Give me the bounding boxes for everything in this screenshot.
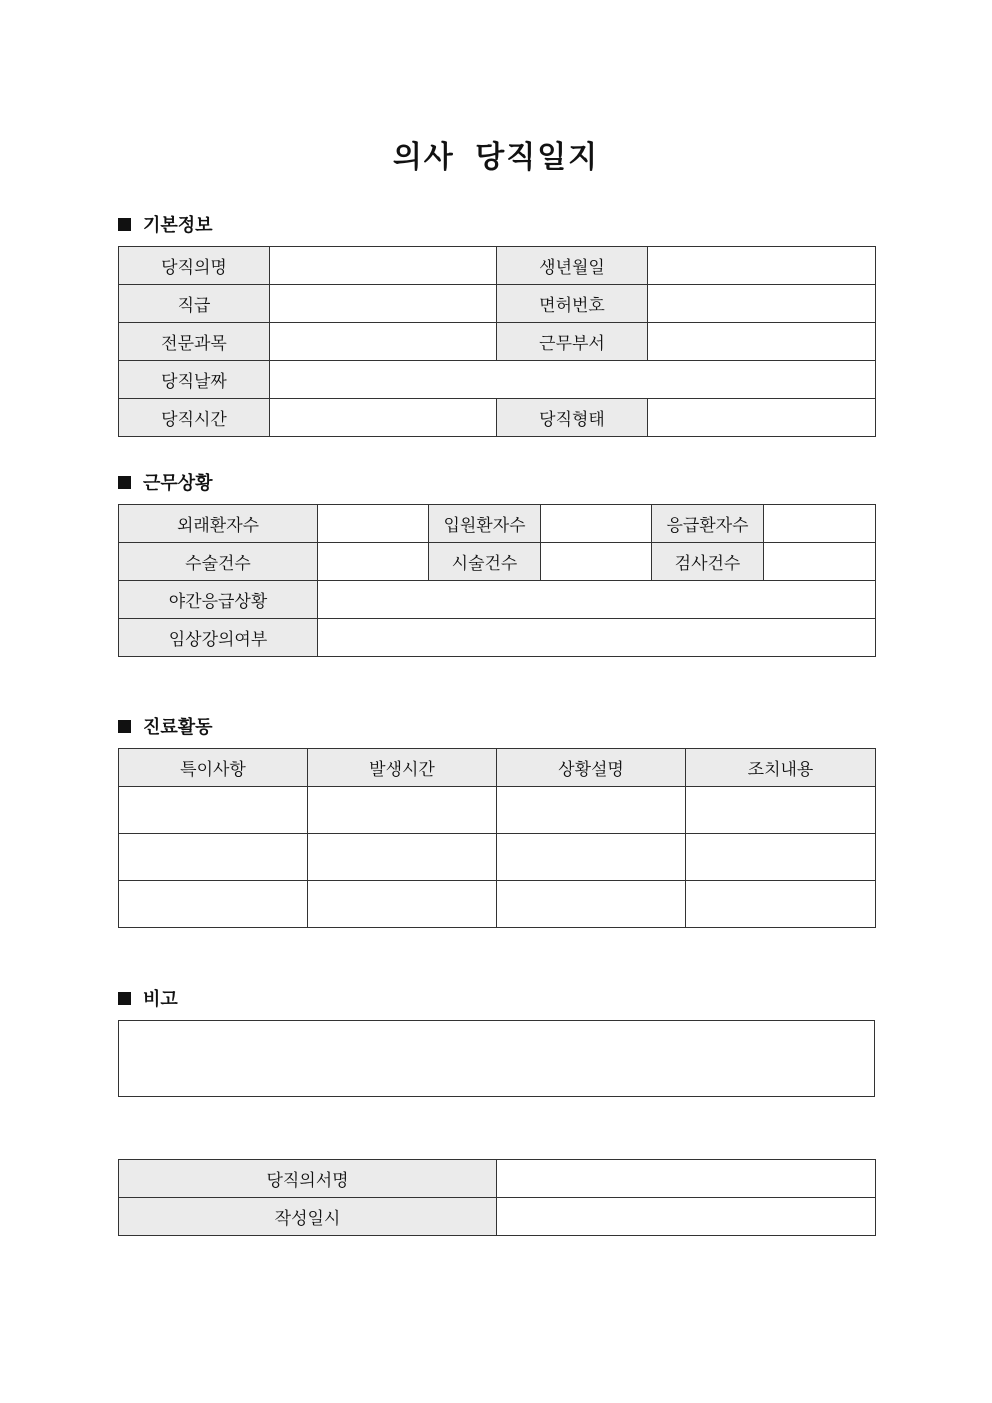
outpatients-field[interactable] xyxy=(318,505,429,543)
surgeries-label: 수술건수 xyxy=(119,543,318,581)
table-row xyxy=(119,787,876,834)
specialty-label: 전문과목 xyxy=(119,323,270,361)
table-cell[interactable] xyxy=(308,834,497,881)
night-emergency-field[interactable] xyxy=(318,581,876,619)
table-row xyxy=(119,285,876,323)
emergency-field[interactable] xyxy=(764,505,876,543)
basic-info-table xyxy=(118,246,876,437)
written-date-field[interactable] xyxy=(497,1198,876,1236)
emergency-label: 응급환자수 xyxy=(652,505,764,543)
surgeries-field[interactable] xyxy=(318,543,429,581)
remarks-field[interactable] xyxy=(118,1020,875,1097)
table-cell[interactable] xyxy=(497,834,686,881)
signature-table xyxy=(118,1159,876,1236)
table-row xyxy=(119,1198,876,1236)
duty-type-field[interactable] xyxy=(648,399,876,437)
table-row xyxy=(119,581,876,619)
department-label: 근무부서 xyxy=(497,323,648,361)
section-heading-remarks xyxy=(118,986,178,1010)
column-header-special-notes: 특이사항 xyxy=(119,749,308,787)
table-cell[interactable] xyxy=(686,834,876,881)
doctor-name-label: 당직의명 xyxy=(119,247,270,285)
square-bullet-icon xyxy=(118,992,131,1005)
work-status-table xyxy=(118,504,876,657)
column-header-situation: 상황설명 xyxy=(497,749,686,787)
table-cell[interactable] xyxy=(119,834,308,881)
duty-date-label: 당직날짜 xyxy=(119,361,270,399)
table-cell[interactable] xyxy=(119,787,308,834)
section-heading-basic xyxy=(118,212,213,236)
clinical-lecture-label: 임상강의여부 xyxy=(119,619,318,657)
duty-type-label: 당직형태 xyxy=(497,399,648,437)
section-heading-label: 기본정보 xyxy=(143,215,213,236)
page-title: 의사 당직일지 xyxy=(392,140,600,175)
night-emergency-label: 야간응급상황 xyxy=(119,581,318,619)
inpatients-label: 입원환자수 xyxy=(429,505,541,543)
table-cell[interactable] xyxy=(497,787,686,834)
section-heading-label: 진료활동 xyxy=(143,717,213,738)
tests-field[interactable] xyxy=(764,543,876,581)
table-header-row xyxy=(119,749,876,787)
clinical-lecture-field[interactable] xyxy=(318,619,876,657)
duty-time-field[interactable] xyxy=(270,399,497,437)
table-cell[interactable] xyxy=(308,881,497,928)
table-row xyxy=(119,399,876,437)
license-no-label: 면허번호 xyxy=(497,285,648,323)
doctor-name-field[interactable] xyxy=(270,247,497,285)
tests-label: 검사건수 xyxy=(652,543,764,581)
table-row xyxy=(119,505,876,543)
section-heading-label: 근무상황 xyxy=(143,473,213,494)
outpatients-label: 외래환자수 xyxy=(119,505,318,543)
square-bullet-icon xyxy=(118,218,131,231)
department-field[interactable] xyxy=(648,323,876,361)
table-row xyxy=(119,361,876,399)
square-bullet-icon xyxy=(118,720,131,733)
care-activity-table xyxy=(118,748,876,928)
column-header-occurrence-time: 발생시간 xyxy=(308,749,497,787)
table-cell[interactable] xyxy=(686,787,876,834)
written-date-label: 작성일시 xyxy=(119,1198,497,1236)
duty-date-field[interactable] xyxy=(270,361,876,399)
rank-label: 직급 xyxy=(119,285,270,323)
doctor-signature-field[interactable] xyxy=(497,1160,876,1198)
table-cell[interactable] xyxy=(119,881,308,928)
section-heading-care xyxy=(118,714,213,738)
birth-date-field[interactable] xyxy=(648,247,876,285)
table-row xyxy=(119,619,876,657)
column-header-action: 조치내용 xyxy=(686,749,876,787)
table-row xyxy=(119,834,876,881)
procedures-label: 시술건수 xyxy=(429,543,541,581)
table-row xyxy=(119,881,876,928)
specialty-field[interactable] xyxy=(270,323,497,361)
table-row xyxy=(119,543,876,581)
rank-field[interactable] xyxy=(270,285,497,323)
birth-date-label: 생년월일 xyxy=(497,247,648,285)
duty-time-label: 당직시간 xyxy=(119,399,270,437)
table-cell[interactable] xyxy=(686,881,876,928)
square-bullet-icon xyxy=(118,476,131,489)
section-heading-work xyxy=(118,470,213,494)
doctor-signature-label: 당직의서명 xyxy=(119,1160,497,1198)
table-cell[interactable] xyxy=(497,881,686,928)
table-cell[interactable] xyxy=(308,787,497,834)
license-no-field[interactable] xyxy=(648,285,876,323)
table-row xyxy=(119,323,876,361)
table-row xyxy=(119,247,876,285)
table-row xyxy=(119,1160,876,1198)
inpatients-field[interactable] xyxy=(541,505,652,543)
procedures-field[interactable] xyxy=(541,543,652,581)
section-heading-label: 비고 xyxy=(143,989,178,1010)
